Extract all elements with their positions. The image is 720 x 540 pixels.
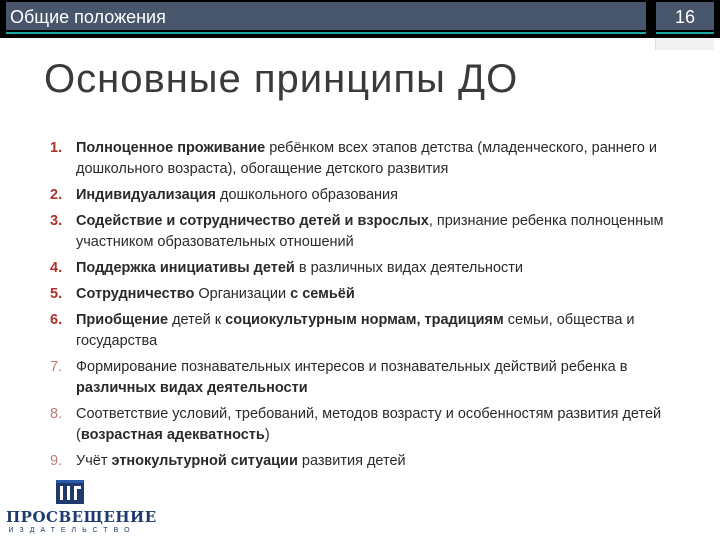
principle-emphasis: социокультурным нормам, традициям	[225, 312, 504, 328]
brand-name: ПРОСВЕЩЕНИЕ	[6, 508, 157, 526]
principle-emphasis: этнокультурной ситуации	[111, 453, 298, 469]
principle-emphasis: различных видах деятельности	[76, 380, 308, 396]
principle-emphasis: Полноценное проживание	[76, 140, 266, 156]
principle-number: 4.	[50, 260, 63, 276]
principle-text: детей к	[168, 312, 226, 328]
principle-text: , признание ребенка полноценным участником образовательных отношений	[76, 213, 664, 250]
principle-emphasis: Индивидуализация	[76, 187, 216, 203]
principle-number: 7.	[50, 359, 63, 375]
book-emblem-icon	[50, 478, 90, 506]
principle-item	[50, 357, 680, 399]
principle-emphasis: Сотрудничество	[76, 286, 195, 302]
principle-text: развития детей	[297, 453, 406, 469]
principle-item	[50, 310, 680, 352]
principle-number: 9.	[50, 453, 63, 469]
principle-emphasis: Поддержка инициативы детей	[76, 260, 295, 276]
accent-stripe-right	[656, 32, 714, 34]
principle-number: 8.	[50, 406, 63, 422]
principle-number: 2.	[50, 187, 63, 203]
principle-text: Учёт	[76, 453, 112, 469]
page-number: 16	[656, 2, 714, 30]
principle-item	[50, 211, 680, 253]
principles-list	[50, 138, 680, 477]
principle-text: Формирование познавательных интересов и познавательных действий ребенка в	[76, 359, 628, 375]
principle-text: в различных видах деятельности	[294, 260, 523, 276]
section-title: Общие положения	[6, 2, 646, 30]
principle-item	[50, 404, 680, 446]
principle-number: 3.	[50, 213, 63, 229]
principle-emphasis: Приобщение	[76, 312, 169, 328]
principle-number: 5.	[50, 286, 63, 302]
principle-text: )	[264, 427, 270, 443]
brand-subtitle: ИЗДАТЕЛЬСТВО	[8, 527, 136, 534]
principle-text: ребёнком всех этапов детства (младенческого, раннего и дошкольного возраста), обогащение детского развития	[76, 140, 658, 177]
principle-emphasis: возрастная адекватность	[80, 427, 265, 443]
principle-item	[50, 258, 680, 279]
principle-number: 6.	[50, 312, 63, 328]
slide-title: Основные принципы ДО	[44, 57, 519, 101]
publisher-logo	[6, 478, 157, 538]
principle-text: семьи, общества и государства	[76, 312, 635, 349]
principle-item	[50, 138, 680, 180]
principle-item	[50, 284, 680, 305]
principle-text: Соответствие условий, требований, методов возрасту и особенностям развития детей (	[76, 406, 662, 443]
accent-stripe	[6, 32, 646, 34]
principle-item	[50, 451, 680, 472]
principle-emphasis: с семьёй	[290, 286, 355, 302]
principle-item	[50, 185, 680, 206]
principle-number: 1.	[50, 140, 63, 156]
principle-emphasis: Содействие и сотрудничество детей и взрослых	[76, 213, 429, 229]
principle-text: дошкольного образования	[215, 187, 398, 203]
page-corner-decoration	[655, 38, 714, 50]
principle-text: Организации	[194, 286, 291, 302]
